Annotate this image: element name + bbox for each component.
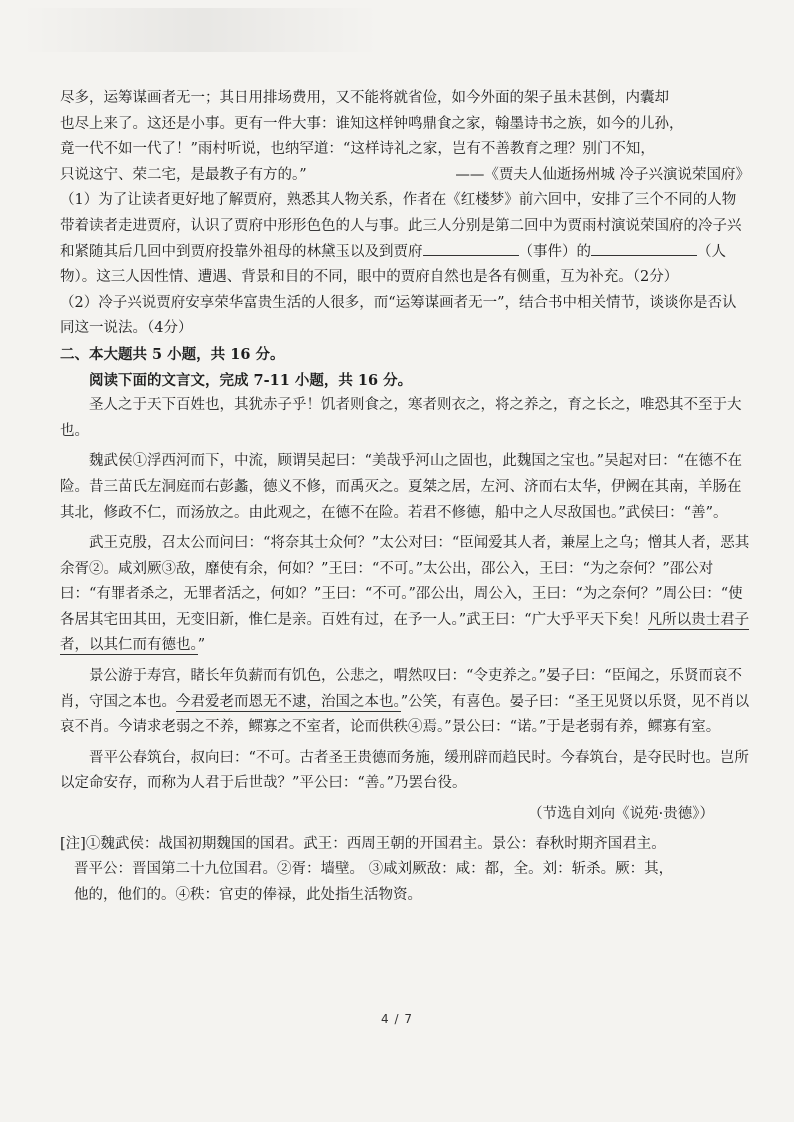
footnote-line: [注]①魏武侯：战国初期魏国的国君。武王：西周王朝的开国君主。景公：春秋时期齐国君主。	[60, 835, 666, 852]
question-1-text-a: （1）为了让读者更好地了解贾府，熟悉其人物关系，作者在《红楼梦》前六回中，安排了三个不同的人物带着读者走进贾府，认识了贾府中形形色色的人与事。此三人分别是第二回中为贾雨村演说荣国府的冷子兴和紧随其后几回中到贾府投靠外祖母的林黛玉以及到贾府	[60, 192, 742, 260]
section-instruction: 阅读下面的文言文，完成 7-11 小题，共 16 分。	[89, 371, 413, 389]
classical-text: ”	[197, 637, 206, 654]
classical-source: （节选自刘向《说苑·贵德》）	[528, 806, 714, 823]
classical-paragraph-3	[60, 531, 750, 659]
scan-smudge	[20, 8, 380, 52]
passage-line: 只说这宁、荣二宅，是最教子有方的。”	[60, 166, 307, 183]
classical-text: 景公游于寿宫，睹长年负薪而有饥色，公悲之，喟然叹曰：“令吏养之。”晏子曰：“臣闻之，乐贤而哀不肖，守国之本也。	[60, 668, 742, 710]
classical-text: ”公笑，有喜色。晏子曰：“圣王见贤以乐贤，见不肖以哀不肖。今请求老弱之不养，鳏寡之不室者，论而供秩④焉。”景公曰：“诺。”于是老弱有养，鳏寡有室。	[60, 693, 750, 736]
classical-paragraph-5: 晋平公春筑台，叔向曰：“不可。古者圣王贵德而务施，缓刑辟而趋民时。今春筑台，是夺民时也。岂所以定命安存，而称为人君于后世哉？”平公曰：“善。”乃罢台役。	[60, 749, 749, 792]
footnote-line: 他的，他们的。④秩：官吏的俸禄，此处指生活物资。	[74, 886, 422, 903]
underlined-sentence-2: 今君爱老而恩无不逮，治国之本也。	[176, 693, 401, 710]
question-1-text-c: （人物）。这三人因性情、遭遇、背景和目的不同，眼中的贾府自然也是各有侧重，互为补充。（2分）	[60, 243, 726, 286]
classical-paragraph-1: 圣人之于天下百姓也，其犹赤子乎！饥者则食之，寒者则衣之，将之养之，育之长之，唯恐其不至于大也。	[60, 397, 742, 439]
page-content	[60, 86, 750, 908]
passage-line: 竟一代不如一代了！”雨村听说，也纳罕道：“这样诗礼之家，岂有不善教育之理？别门不知，	[60, 141, 655, 158]
classical-paragraph-4	[60, 664, 750, 741]
passage-line-with-source	[60, 163, 750, 189]
passage-line: 也尽上来了。这还是小事。更有一件大事：谁知这样钟鸣鼎食之家，翰墨诗书之族，如今的儿孙，	[60, 115, 684, 132]
footnote-line: 晋平公：晋国第二十九位国君。②胥：墙壁。 ③咸刘厥敌：咸：都，全。刘：斩杀。厥：其，	[74, 861, 674, 878]
answer-blank-person[interactable]	[591, 240, 697, 256]
classical-paragraph-2: 魏武侯①浮西河而下，中流，顾谓吴起曰：“美哉乎河山之固也，此魏国之宝也。”吴起对曰：“在德不在险。昔三苗氏左洞庭而右彭蠡，德义不修，而禹灭之。夏桀之居，左河、济而右太华，伊阙在其南，羊肠在其北，修政不仁，而汤放之。由此观之，在德不在险。若君不修德，船中之人尽敌国也。”武侯曰：“善”。	[60, 453, 742, 521]
question-2: （2）冷子兴说贾府安享荣华富贵生活的人很多，而“运筹谋画者无一”，结合书中相关情节，谈谈你是否认同这一说法。（4分）	[60, 294, 737, 337]
underlined-sentence-1: 凡所以贵士君子者，以其仁而有德也。	[60, 611, 750, 654]
classical-text: 武王克殷，召太公而问曰：“将奈其士众何？”太公对曰：“臣闻爱其人者，兼屋上之乌；憎其人者，恶其余胥②。咸刘厥③敌，靡使有余，何如？”王曰：“不可。”太公出，邵公入，王曰：“为之奈何？”邵公对曰：“有罪者杀之，无罪者活之，何如？”王曰：“不可。”邵公出，周公入，王曰：“为之奈何？”周公曰：“使各居其宅田其田，无变旧新，惟仁是亲。百姓有过，在予一人。”武王曰：“广大乎平天下矣！	[60, 535, 750, 628]
passage-source: ——《贾夫人仙逝扬州城 冷子兴演说荣国府》	[455, 166, 750, 183]
question-1-text-b: （事件）的	[518, 243, 591, 260]
answer-blank-event[interactable]	[423, 240, 519, 256]
page-number: 4 / 7	[381, 1012, 413, 1026]
passage-line: 尽多，运筹谋画者无一；其日用排场费用，又不能将就省俭，如今外面的架子虽未甚倒，内囊却	[60, 90, 669, 106]
footnotes	[60, 832, 750, 909]
question-1	[60, 188, 750, 290]
section-heading: 二、本大题共 5 小题，共 16 分。	[60, 345, 285, 363]
